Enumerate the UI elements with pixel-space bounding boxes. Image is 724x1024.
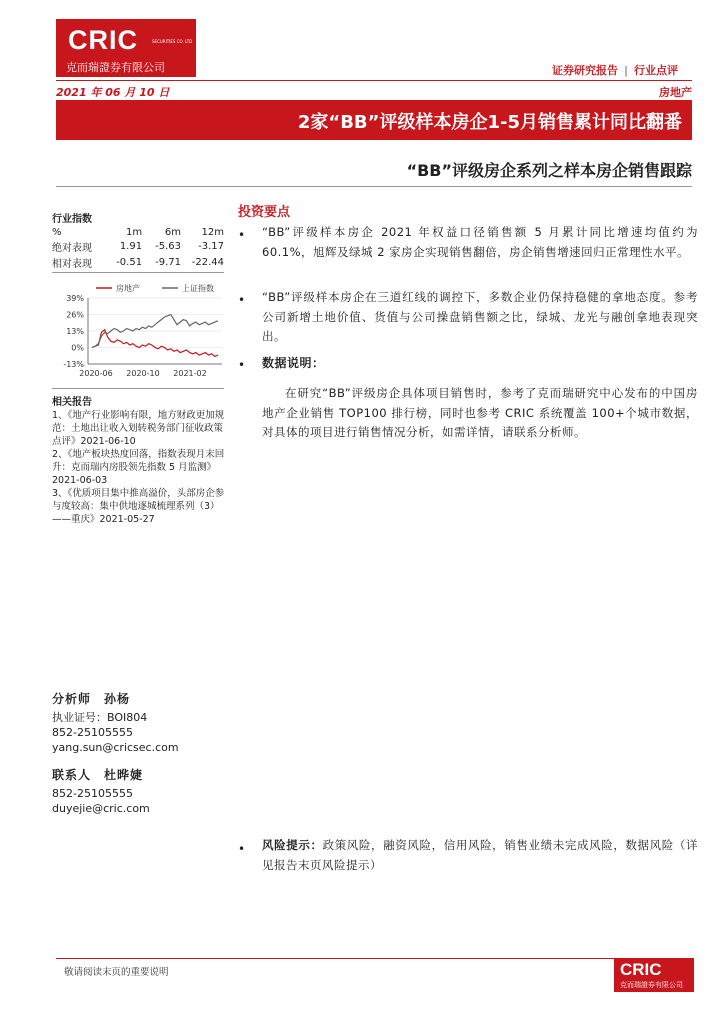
industry-index-heading: 行业指数: [52, 214, 92, 225]
index-divider: [52, 272, 224, 273]
analyst-phone: 852-25105555: [52, 726, 133, 739]
risk-block: [262, 836, 698, 875]
cell: -0.51: [116, 257, 143, 268]
x-tick-label: 2020-06: [79, 369, 113, 378]
y-tick-label: 39%: [66, 294, 84, 303]
column-header: %: [52, 227, 62, 238]
header-divider: [56, 80, 692, 81]
title-bar: [56, 100, 692, 140]
report-date: 2021 年 06 月 10 日: [56, 86, 170, 99]
row-label: 绝对表现: [52, 243, 92, 254]
report-type: 证券研究报告: [551, 64, 618, 77]
analyst-heading: 分析师 孙杨: [52, 692, 131, 706]
footer-logo: [614, 958, 694, 992]
footer-logo-company-name: 克而瑞證券有限公司: [620, 981, 683, 989]
row-label: 相对表现: [52, 259, 92, 270]
list-item[interactable]: 1、《地产行业影响有限，地方财政更加规范：土地出让收入划转税务部门征收政策点评》2021-06-10: [52, 410, 225, 447]
report-type-label: [552, 62, 678, 78]
table-header-row: [52, 227, 224, 239]
cell: -5.63: [155, 241, 181, 252]
separator: |: [623, 64, 628, 77]
bullet: •: [238, 228, 246, 242]
analyst-block: [52, 690, 226, 755]
risk-text: 政策风险，融资风险，信用风险，销售业绩未完成风险，数据风险（详见报告末页风险提示）: [262, 838, 699, 872]
related-reports-heading: 相关报告: [52, 397, 92, 408]
y-tick-label: -13%: [63, 360, 84, 369]
list-item[interactable]: 3、《优质项目集中推高溢价，头部房企参与度较高：集中供地逐城梳理系列（3）——重庆》2021-05-27: [52, 488, 225, 525]
page-subtitle: “BB”评级房企系列之样本房企销售跟踪: [406, 161, 692, 180]
footer-divider: [56, 958, 692, 959]
risk-heading: 风险提示：: [262, 838, 323, 852]
contact-block: [52, 766, 226, 816]
y-tick-label: 26%: [66, 310, 84, 320]
data-note-heading: 数据说明：: [262, 356, 325, 370]
analyst-license: 执业证号：BOI804: [52, 711, 148, 724]
bullet: •: [238, 293, 246, 307]
chart-divider: [52, 388, 224, 389]
legend-label: 房地产: [116, 284, 140, 293]
index-chart: [50, 282, 226, 382]
x-tick-label: 2021-02: [173, 369, 207, 378]
cell: -3.17: [198, 241, 224, 252]
x-tick-label: 2020-10: [126, 369, 160, 378]
logo-mark: CRIC: [68, 25, 138, 55]
industry-index: [52, 210, 226, 271]
bullet: •: [238, 358, 246, 372]
company-logo: [56, 19, 196, 77]
column-header: 1m: [125, 227, 143, 238]
related-reports: [52, 396, 226, 526]
report-category: 行业点评: [634, 64, 678, 77]
contact-heading: 联系人 杜晔婕: [52, 768, 144, 782]
contact-phone: 852-25105555: [52, 787, 133, 800]
subtitle-divider: [56, 186, 692, 187]
page-title: 2家“BB”评级样本房企1-5月销售累计同比翻番: [297, 112, 682, 133]
data-note: 在研究“BB”评级房企具体项目销售时，参考了克而瑞研究中心发布的中国房地产企业销售 TOP100 排行榜，同时也参考 CRIC 系统覆盖 100+个城市数据，对具体的项目进行销售情况分析，如需详情，请联系分析师。: [262, 386, 698, 439]
column-header: 12m: [201, 227, 224, 238]
column-header: 6m: [164, 227, 181, 238]
investment-heading: 投资要点: [238, 205, 291, 220]
logo-company-name: 克而瑞證券有限公司: [66, 61, 165, 74]
footer-note: 敬请阅读末页的重要说明: [64, 967, 169, 978]
cell: -9.71: [155, 257, 181, 268]
footer-logo-mark: CRIC: [620, 960, 662, 979]
series-line-房地产: [92, 330, 218, 357]
bullet: •: [238, 842, 246, 856]
y-tick-label: 13%: [66, 327, 84, 336]
contact-email[interactable]: duyejie@cric.com: [52, 802, 150, 815]
list-item[interactable]: 2、《地产板块热度回落，指数表现月末回升：克而瑞内房股领先指数 5 月监测》2021-06-03: [52, 449, 225, 486]
legend-label: 上证指数: [182, 284, 214, 293]
cell: -22.44: [191, 257, 224, 268]
analyst-email[interactable]: yang.sun@cricsec.com: [52, 741, 179, 754]
table-row: [52, 255, 224, 271]
cell: 1.91: [119, 241, 143, 252]
y-tick-label: 0%: [71, 343, 84, 353]
table-row: [52, 239, 224, 255]
industry-index-table: [52, 227, 224, 271]
investment-point-1: “BB”评级样本房企 2021 年权益口径销售额 5 月累计同比增速均值约为 60.1%，旭辉及绿城 2 家房企实现销售翻倍，房企销售增速回归正常理性水平。: [262, 225, 698, 259]
investment-point-2: “BB”评级样本房企在三道红线的调控下，多数企业仍保持稳健的拿地态度。参考公司新增土地价值、货值与公司操盘销售额之比，绿城、龙光与融创拿地表现突出。: [262, 290, 698, 343]
sector-label: 房地产: [659, 86, 692, 99]
logo-sub: SECURITIES CO. LTD: [152, 39, 193, 44]
